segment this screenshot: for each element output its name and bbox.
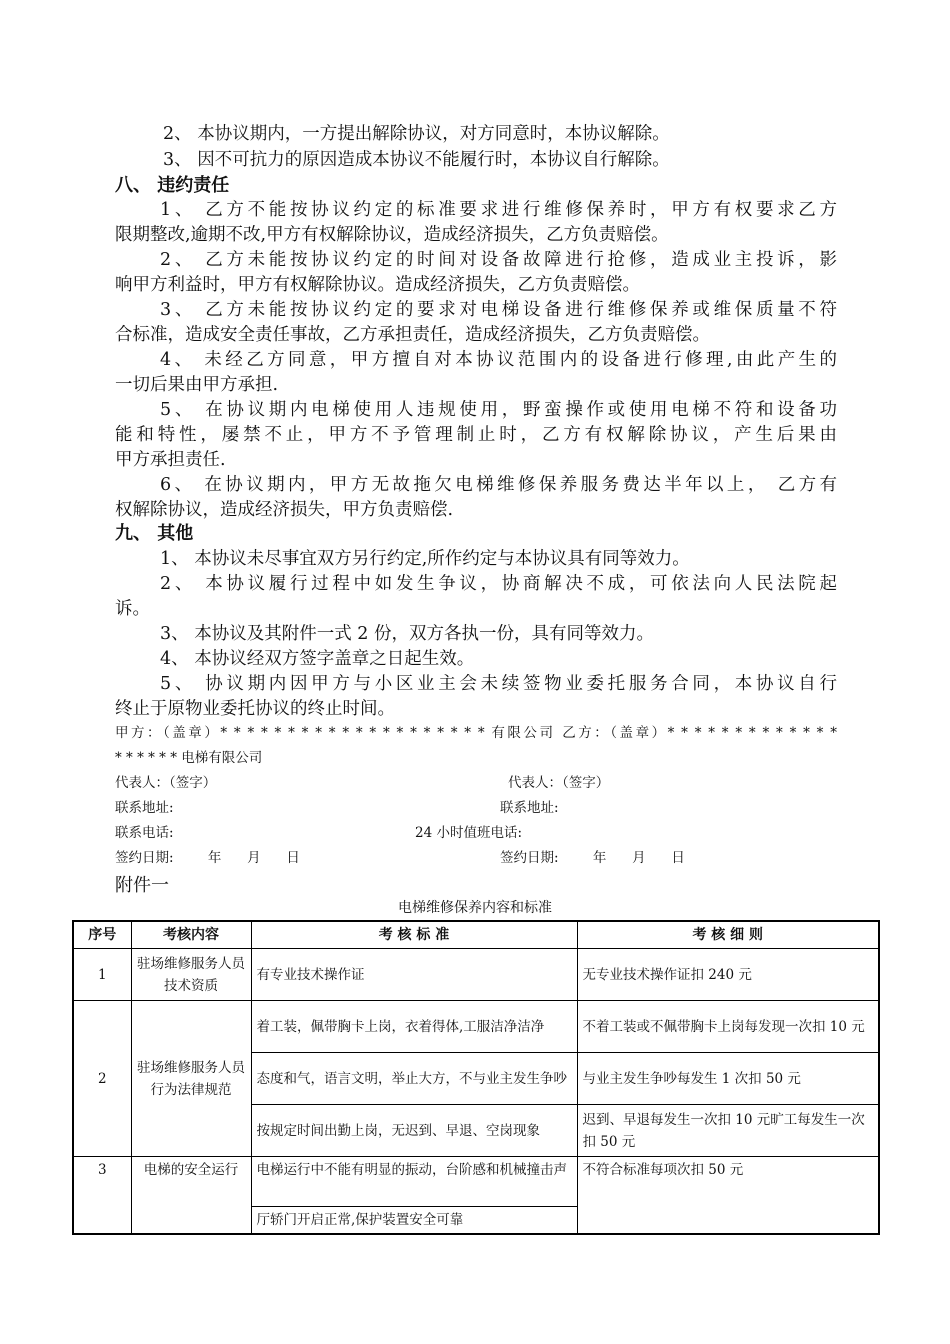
s8-item5-line1: 5、 在协议期内电梯使用人违规使用，野蛮操作或使用电梯不符和设备功: [160, 400, 837, 420]
cell-item: 驻场维修服务人员技术资质: [131, 949, 251, 1001]
cell-no: 2: [73, 1001, 131, 1157]
s8-item4-line1: 4、 未经乙方同意，甲方擅自对本协议范围内的设备进行修理,由此产生的: [160, 350, 837, 370]
attachment-label: 附件一: [115, 875, 169, 896]
s8-item3-line1: 3、 乙方未能按协议约定的要求对电梯设备进行维修保养或维保质量不符: [160, 300, 837, 320]
clause-end-3: 3、 因不可抗力的原因造成本协议不能履行时，本协议自行解除。: [163, 150, 670, 170]
table-row: [73, 1157, 879, 1207]
s8-item1-line2: 限期整改,逾期不改,甲方有权解除协议，造成经济损失，乙方负责赔偿。: [115, 225, 669, 245]
header-item: 考核内容: [131, 921, 251, 949]
cell-standard: 有专业技术操作证: [251, 949, 577, 1001]
cell-rule: 与业主发生争吵每发生 1 次扣 50 元: [577, 1053, 879, 1105]
phone-b: 24 小时值班电话:: [415, 825, 523, 841]
cell-no: 3: [73, 1157, 131, 1235]
section-8-heading: 八、 违约责任: [115, 175, 230, 196]
cell-rule: 不着工装或不佩带胸卡上岗每发现一次扣 10 元: [577, 1001, 879, 1053]
header-standard: 考 核 标 准: [251, 921, 577, 949]
cell-item: 电梯的安全运行: [131, 1157, 251, 1235]
maintenance-standard-table: [72, 920, 880, 1235]
s9-item4-line1: 4、 本协议经双方签字盖章之日起生效。: [160, 649, 475, 669]
cell-standard: 厅轿门开启正常,保护装置安全可靠: [251, 1207, 577, 1235]
cell-no: 1: [73, 949, 131, 1001]
table-row: [73, 1001, 879, 1053]
cell-rule: 迟到、早退每发生一次扣 10 元旷工每发生一次扣 50 元: [577, 1105, 879, 1157]
table-caption: 电梯维修保养内容和标准: [398, 900, 552, 916]
s8-item5-line2: 能和特性，屡禁不止，甲方不予管理制止时，乙方有权解除协议，产生后果由: [115, 425, 837, 445]
s9-item1-line1: 1、 本协议未尽事宜双方另行约定,所作约定与本协议具有同等效力。: [160, 549, 690, 569]
phone-a: 联系电话:: [115, 825, 174, 841]
s9-item2-line2: 诉。: [115, 599, 150, 619]
table-row: [73, 949, 879, 1001]
cell-standard: 按规定时间出勤上岗，无迟到、早退、空岗现象: [251, 1105, 577, 1157]
s8-item4-line2: 一切后果由甲方承担.: [115, 375, 279, 395]
cell-standard: 态度和气，语言文明，举止大方，不与业主发生争吵: [251, 1053, 577, 1105]
rep-a: 代表人：（签字）: [115, 775, 217, 791]
s8-item2-line1: 2、 乙方未能按协议约定的时间对设备故障进行抢修，造成业主投诉，影: [160, 250, 837, 270]
s9-item5-line1: 5、 协议期内因甲方与小区业主会未续签物业委托服务合同，本协议自行: [160, 674, 837, 694]
s8-item1-line1: 1、 乙方不能按协议约定的标准要求进行维修保养时，甲方有权要求乙方: [160, 200, 837, 220]
s9-item5-line2: 终止于原物业委托协议的终止时间。: [115, 699, 395, 719]
s9-item3-line1: 3、 本协议及其附件一式 2 份，双方各执一份，具有同等效力。: [160, 624, 654, 644]
table-header-row: [73, 921, 879, 949]
date-b: 签约日期: 年 月 日: [500, 850, 685, 866]
s8-item3-line2: 合标准，造成安全责任事故，乙方承担责任，造成经济损失，乙方负责赔偿。: [115, 325, 710, 345]
cell-item: 驻场维修服务人员行为法律规范: [131, 1001, 251, 1157]
section-9-heading: 九、 其他: [115, 523, 194, 544]
header-no: 序号: [73, 921, 131, 949]
date-a: 签约日期: 年 月 日: [115, 850, 300, 866]
s8-item5-line3: 甲方承担责任.: [115, 450, 226, 470]
s8-item6-line2: 权解除协议，造成经济损失，甲方负责赔偿.: [115, 500, 454, 520]
s9-item2-line1: 2、 本协议履行过程中如发生争议，协商解决不成，可依法向人民法院起: [160, 574, 837, 594]
s8-item6-line1: 6、 在协议期内，甲方无故拖欠电梯维修保养服务费达半年以上， 乙方有: [160, 475, 837, 495]
s8-item2-line2: 响甲方利益时，甲方有权解除协议。造成经济损失，乙方负责赔偿。: [115, 275, 640, 295]
cell-standard: 着工装，佩带胸卡上岗，衣着得体,工服洁净洁净: [251, 1001, 577, 1053]
cell-rule: 不符合标准每项次扣 50 元: [577, 1157, 879, 1235]
cell-rule: 无专业技术操作证扣 240 元: [577, 949, 879, 1001]
cell-standard: 电梯运行中不能有明显的振动，台阶感和机械撞击声: [251, 1157, 577, 1207]
header-rules: 考 核 细 则: [577, 921, 879, 949]
rep-b: 代表人：（签字）: [508, 775, 610, 791]
address-b: 联系地址:: [500, 800, 559, 816]
clause-end-2: 2、 本协议期内，一方提出解除协议，对方同意时，本协议解除。: [163, 124, 670, 144]
address-a: 联系地址:: [115, 800, 174, 816]
signature-party-b-name-end: * * * * * * 电梯有限公司: [115, 750, 263, 766]
signature-party-line: 甲方：（盖章）* * * * * * * * * * * * * * * * * * * * 有限公司 乙方：（盖章）* * * * * * * * * * * * *: [115, 725, 837, 741]
